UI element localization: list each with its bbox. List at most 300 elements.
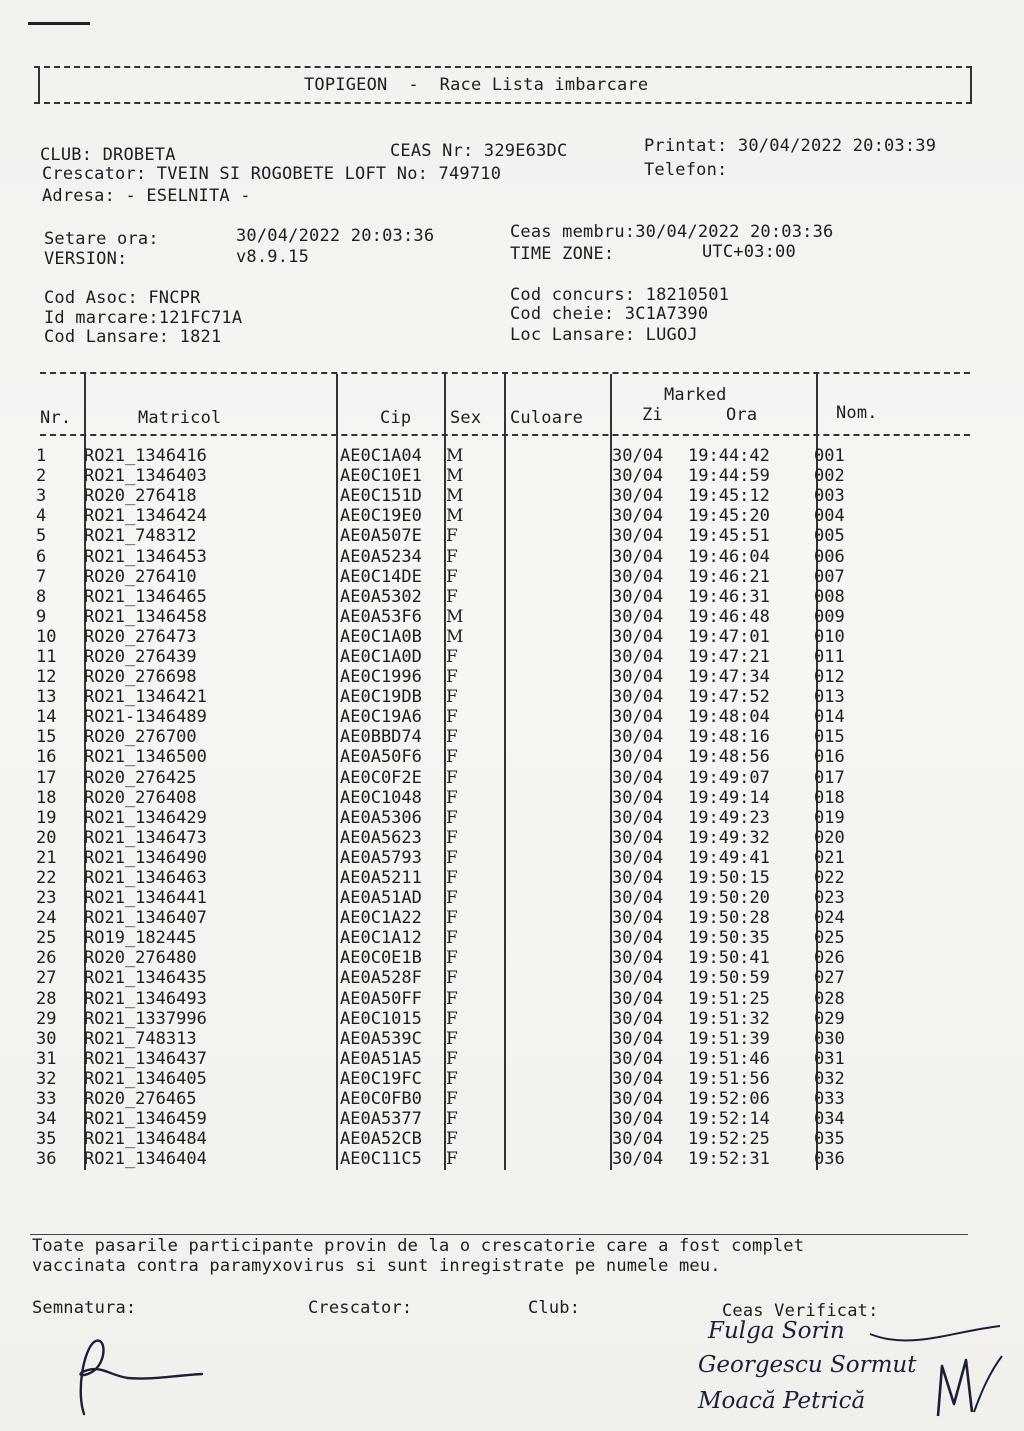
sex-cell: M [446,446,464,467]
loc-lansare: Loc Lansare: LUGOJ [510,325,698,345]
sex-cell: F [446,727,458,748]
culoare-cell [506,968,612,988]
nom-cell: 036 [814,1149,845,1170]
matricol-cell: RO21_1346407 [84,908,207,929]
table-row [36,1109,874,1129]
cip-cell: AE0A528F [340,968,422,989]
cip-cell: AE0C1A04 [340,446,422,467]
sex-cell: F [446,988,458,1009]
culoare-cell [506,466,612,486]
declaration-line-2: vaccinata contra paramyxovirus si sunt inregistrate pe numele meu. [32,1256,721,1276]
row-number: 20 [36,827,57,848]
cip-cell: AE0A5302 [340,586,422,607]
matricol-cell: RO20_276698 [84,667,197,688]
time-cell: 19:49:41 [688,847,770,868]
cip-cell: AE0C151D [340,486,422,507]
culoare-cell [506,1089,612,1109]
sex-cell: F [446,908,458,929]
day-cell: 30/04 [612,948,664,969]
row-number: 5 [36,526,47,547]
matricol-cell: RO21_1346484 [84,1129,207,1150]
table-row [36,868,874,888]
table-row [36,627,874,647]
table-row [36,1069,874,1089]
nom-cell: 023 [814,888,845,909]
time-cell: 19:47:52 [688,687,770,708]
sex-cell: F [446,586,458,607]
sex-cell: F [446,847,458,868]
time-cell: 19:52:06 [688,1089,770,1110]
row-number: 2 [36,466,47,487]
sex-cell: F [446,928,458,949]
table-row [36,526,874,546]
culoare-cell [506,989,612,1009]
nom-cell: 022 [814,868,845,889]
culoare-cell [506,607,612,627]
matricol-cell: RO20_276410 [84,566,197,587]
club-label: Club: [528,1298,581,1318]
time-cell: 19:51:25 [688,988,770,1009]
day-cell: 30/04 [612,506,664,527]
culoare-cell [506,1069,612,1089]
sex-cell: F [446,667,458,688]
day-cell: 30/04 [612,606,664,627]
nom-cell: 015 [814,727,845,748]
matricol-cell: RO21-1346489 [84,707,207,728]
sex-cell: F [446,1068,458,1089]
matricol-cell: RO20_276418 [84,486,197,507]
header-cip: Cip [380,408,412,428]
day-cell: 30/04 [612,1089,664,1110]
header-matricol: Matricol [138,408,222,428]
culoare-cell [506,667,612,687]
time-cell: 19:46:21 [688,566,770,587]
title-top-border [34,66,972,68]
table-row [36,808,874,828]
sex-cell: M [446,486,464,507]
matricol-cell: RO21_1346459 [84,1109,207,1130]
cip-cell: AE0C19DB [340,687,422,708]
cip-cell: AE0C11C5 [340,1149,422,1170]
day-cell: 30/04 [612,546,664,567]
club-name: CLUB: DROBETA [40,145,176,165]
cip-cell: AE0C1A0D [340,646,422,667]
table-row [36,486,874,506]
time-cell: 19:45:51 [688,526,770,547]
table-row [36,506,874,526]
matricol-cell: RO20_276480 [84,948,197,969]
phone-label: Telefon: [644,160,728,180]
row-number: 31 [36,1048,57,1069]
cod-lansare: Cod Lansare: 1821 [44,327,222,347]
cip-cell: AE0C19FC [340,1068,422,1089]
cip-cell: AE0C10E1 [340,466,422,487]
table-row [36,446,874,466]
nom-cell: 019 [814,807,845,828]
day-cell: 30/04 [612,586,664,607]
day-cell: 30/04 [612,787,664,808]
table-row [36,747,874,767]
culoare-cell [506,1129,612,1149]
cip-cell: AE0A5793 [340,847,422,868]
table-row [36,968,874,988]
culoare-cell [506,1149,612,1169]
crescator-label: Crescator: [308,1298,413,1318]
footer-divider [30,1234,968,1235]
row-number: 24 [36,908,57,929]
row-number: 27 [36,968,57,989]
sex-cell: F [446,1129,458,1150]
matricol-cell: RO20_276408 [84,787,197,808]
culoare-cell [506,868,612,888]
ceas-number: CEAS Nr: 329E63DC [390,141,568,161]
row-number: 23 [36,888,57,909]
matricol-cell: RO21_1346405 [84,1068,207,1089]
culoare-cell [506,567,612,587]
day-cell: 30/04 [612,1149,664,1170]
row-number: 29 [36,1008,57,1029]
culoare-cell [506,808,612,828]
nom-cell: 032 [814,1068,845,1089]
time-cell: 19:52:31 [688,1149,770,1170]
nom-cell: 033 [814,1089,845,1110]
cip-cell: AE0A53F6 [340,606,422,627]
table-row [36,768,874,788]
nom-cell: 031 [814,1048,845,1069]
cip-cell: AE0C1048 [340,787,422,808]
sex-cell: F [446,566,458,587]
day-cell: 30/04 [612,646,664,667]
header-zi: Zi [642,405,663,425]
matricol-cell: RO21_1346435 [84,968,207,989]
setare-ora-value: 30/04/2022 20:03:36 [236,226,435,246]
day-cell: 30/04 [612,868,664,889]
cip-cell: AE0C1A22 [340,908,422,929]
time-cell: 19:45:20 [688,506,770,527]
row-number: 35 [36,1129,57,1150]
matricol-cell: RO21_1337996 [84,1008,207,1029]
day-cell: 30/04 [612,988,664,1009]
time-cell: 19:52:14 [688,1109,770,1130]
nom-cell: 014 [814,707,845,728]
address-line: Adresa: - ESELNITA - [42,186,251,206]
day-cell: 30/04 [612,486,664,507]
time-cell: 19:51:56 [688,1068,770,1089]
sex-cell: F [446,868,458,889]
nom-cell: 016 [814,747,845,768]
print-timestamp: Printat: 30/04/2022 20:03:39 [644,136,937,156]
nom-cell: 001 [814,446,845,467]
cip-cell: AE0A507E [340,526,422,547]
time-cell: 19:50:41 [688,948,770,969]
sex-cell: F [446,526,458,547]
table-row [36,1029,874,1049]
culoare-cell [506,848,612,868]
table-row [36,1089,874,1109]
sex-cell: F [446,646,458,667]
time-zone-label: TIME ZONE: [510,244,615,264]
culoare-cell [506,948,612,968]
cip-cell: AE0A51AD [340,888,422,909]
row-number: 6 [36,546,47,567]
culoare-cell [506,1009,612,1029]
sex-cell: F [446,888,458,909]
row-number: 3 [36,486,47,507]
row-number: 28 [36,988,57,1009]
day-cell: 30/04 [612,727,664,748]
cip-cell: AE0A539C [340,1028,422,1049]
nom-cell: 027 [814,968,845,989]
page-title: TOPIGEON - Race Lista imbarcare [304,75,649,95]
row-number: 16 [36,747,57,768]
matricol-cell: RO21_1346441 [84,888,207,909]
sex-cell: F [446,1028,458,1049]
culoare-cell [506,707,612,727]
sex-cell: F [446,787,458,808]
time-cell: 19:49:14 [688,787,770,808]
cip-cell: AE0C14DE [340,566,422,587]
sex-cell: F [446,1109,458,1130]
time-cell: 19:50:35 [688,928,770,949]
row-number: 13 [36,687,57,708]
matricol-cell: RO19_182445 [84,928,197,949]
nom-cell: 010 [814,626,845,647]
cod-cheie: Cod cheie: 3C1A7390 [510,304,709,324]
cip-cell: AE0A52CB [340,1129,422,1150]
nom-cell: 025 [814,928,845,949]
time-cell: 19:46:04 [688,546,770,567]
culoare-cell [506,627,612,647]
row-number: 14 [36,707,57,728]
time-cell: 19:48:16 [688,727,770,748]
nom-cell: 029 [814,1008,845,1029]
day-cell: 30/04 [612,667,664,688]
cod-asoc: Cod Asoc: FNCPR [44,288,201,308]
time-cell: 19:44:59 [688,466,770,487]
cip-cell: AE0A5377 [340,1109,422,1130]
time-cell: 19:45:12 [688,486,770,507]
day-cell: 30/04 [612,526,664,547]
row-number: 21 [36,847,57,868]
cip-cell: AE0A51A5 [340,1048,422,1069]
nom-cell: 026 [814,948,845,969]
ceas-membru: Ceas membru:30/04/2022 20:03:36 [510,222,834,242]
row-number: 7 [36,566,47,587]
sex-cell: F [446,1008,458,1029]
culoare-cell [506,486,612,506]
table-row [36,1149,874,1169]
day-cell: 30/04 [612,807,664,828]
time-cell: 19:50:20 [688,888,770,909]
nom-cell: 007 [814,566,845,587]
nom-cell: 011 [814,646,845,667]
time-cell: 19:47:34 [688,667,770,688]
culoare-cell [506,768,612,788]
matricol-cell: RO21_1346424 [84,506,207,527]
cip-cell: AE0C19A6 [340,707,422,728]
table-row [36,928,874,948]
matricol-cell: RO20_276439 [84,646,197,667]
title-bottom-border [34,102,972,104]
nom-cell: 020 [814,827,845,848]
day-cell: 30/04 [612,888,664,909]
sex-cell: F [446,807,458,828]
row-number: 36 [36,1149,57,1170]
culoare-cell [506,888,612,908]
matricol-cell: RO21_1346500 [84,747,207,768]
culoare-cell [506,828,612,848]
table-row [36,1009,874,1029]
day-cell: 30/04 [612,847,664,868]
header-sex: Sex [450,408,482,428]
table-row [36,888,874,908]
day-cell: 30/04 [612,1048,664,1069]
birds-table [36,446,874,1169]
row-number: 18 [36,787,57,808]
sex-cell: F [446,707,458,728]
nom-cell: 030 [814,1028,845,1049]
day-cell: 30/04 [612,1008,664,1029]
day-cell: 30/04 [612,827,664,848]
row-number: 4 [36,506,47,527]
time-cell: 19:50:59 [688,968,770,989]
sex-cell: F [446,687,458,708]
nom-cell: 024 [814,908,845,929]
sex-cell: F [446,767,458,788]
culoare-cell [506,687,612,707]
table-row [36,948,874,968]
time-cell: 19:48:56 [688,747,770,768]
row-number: 25 [36,928,57,949]
pen-stroke [28,22,90,25]
sex-cell: M [446,606,464,627]
version-value: v8.9.15 [236,247,310,267]
row-number: 34 [36,1109,57,1130]
semnatura-label: Semnatura: [32,1298,137,1318]
time-cell: 19:49:32 [688,827,770,848]
matricol-cell: RO21_1346453 [84,546,207,567]
day-cell: 30/04 [612,626,664,647]
row-number: 19 [36,807,57,828]
row-number: 33 [36,1089,57,1110]
nom-cell: 021 [814,847,845,868]
table-row [36,989,874,1009]
culoare-cell [506,546,612,566]
day-cell: 30/04 [612,1129,664,1150]
table-row [36,1049,874,1069]
time-cell: 19:49:07 [688,767,770,788]
title-right-border [970,66,972,104]
matricol-cell: RO21_1346437 [84,1048,207,1069]
row-number: 15 [36,727,57,748]
nom-cell: 002 [814,466,845,487]
day-cell: 30/04 [612,767,664,788]
cip-cell: AE0A50F6 [340,747,422,768]
matricol-cell: RO21_1346493 [84,988,207,1009]
row-number: 11 [36,646,57,667]
cip-cell: AE0A5306 [340,807,422,828]
cip-cell: AE0C19E0 [340,506,422,527]
table-row [36,687,874,707]
time-cell: 19:47:01 [688,626,770,647]
culoare-cell [506,506,612,526]
culoare-cell [506,727,612,747]
day-cell: 30/04 [612,707,664,728]
row-number: 22 [36,868,57,889]
culoare-cell [506,1049,612,1069]
header-nom: Nom. [836,403,878,423]
matricol-cell: RO21_748312 [84,526,197,547]
sex-cell: F [446,546,458,567]
verifier-signature [850,1320,1010,1420]
matricol-cell: RO21_1346416 [84,446,207,467]
time-cell: 19:50:15 [688,868,770,889]
table-row [36,848,874,868]
time-cell: 19:47:21 [688,646,770,667]
sex-cell: F [446,968,458,989]
nom-cell: 013 [814,687,845,708]
day-cell: 30/04 [612,446,664,467]
nom-cell: 004 [814,506,845,527]
nom-cell: 008 [814,586,845,607]
nom-cell: 018 [814,787,845,808]
cip-cell: AE0C0F2E [340,767,422,788]
matricol-cell: RO21_1346458 [84,606,207,627]
day-cell: 30/04 [612,566,664,587]
culoare-cell [506,647,612,667]
row-number: 9 [36,606,47,627]
time-cell: 19:46:31 [688,586,770,607]
table-row [36,607,874,627]
cip-cell: AE0C0E1B [340,948,422,969]
day-cell: 30/04 [612,968,664,989]
time-cell: 19:50:28 [688,908,770,929]
day-cell: 30/04 [612,687,664,708]
culoare-cell [506,747,612,767]
breeder-line: Crescator: TVEIN SI ROGOBETE LOFT No: 749710 [42,164,502,184]
cip-cell: AE0C1A12 [340,928,422,949]
culoare-cell [506,788,612,808]
nom-cell: 005 [814,526,845,547]
nom-cell: 035 [814,1129,845,1150]
matricol-cell: RO20_276473 [84,626,197,647]
cip-cell: AE0C1A0B [340,626,422,647]
row-number: 8 [36,586,47,607]
time-cell: 19:51:46 [688,1048,770,1069]
cip-cell: AE0BBD74 [340,727,422,748]
sex-cell: F [446,827,458,848]
table-row [36,567,874,587]
matricol-cell: RO21_1346490 [84,847,207,868]
cip-cell: AE0C1996 [340,667,422,688]
matricol-cell: RO21_1346404 [84,1149,207,1170]
matricol-cell: RO20_276700 [84,727,197,748]
culoare-cell [506,928,612,948]
matricol-cell: RO21_748313 [84,1028,197,1049]
matricol-cell: RO21_1346421 [84,687,207,708]
table-row [36,828,874,848]
nom-cell: 003 [814,486,845,507]
handwritten-name-3: Moacă Petrică [698,1388,866,1414]
time-cell: 19:51:32 [688,1008,770,1029]
time-cell: 19:49:23 [688,807,770,828]
day-cell: 30/04 [612,466,664,487]
day-cell: 30/04 [612,1068,664,1089]
table-row [36,707,874,727]
matricol-cell: RO21_1346463 [84,868,207,889]
culoare-cell [506,908,612,928]
day-cell: 30/04 [612,1028,664,1049]
